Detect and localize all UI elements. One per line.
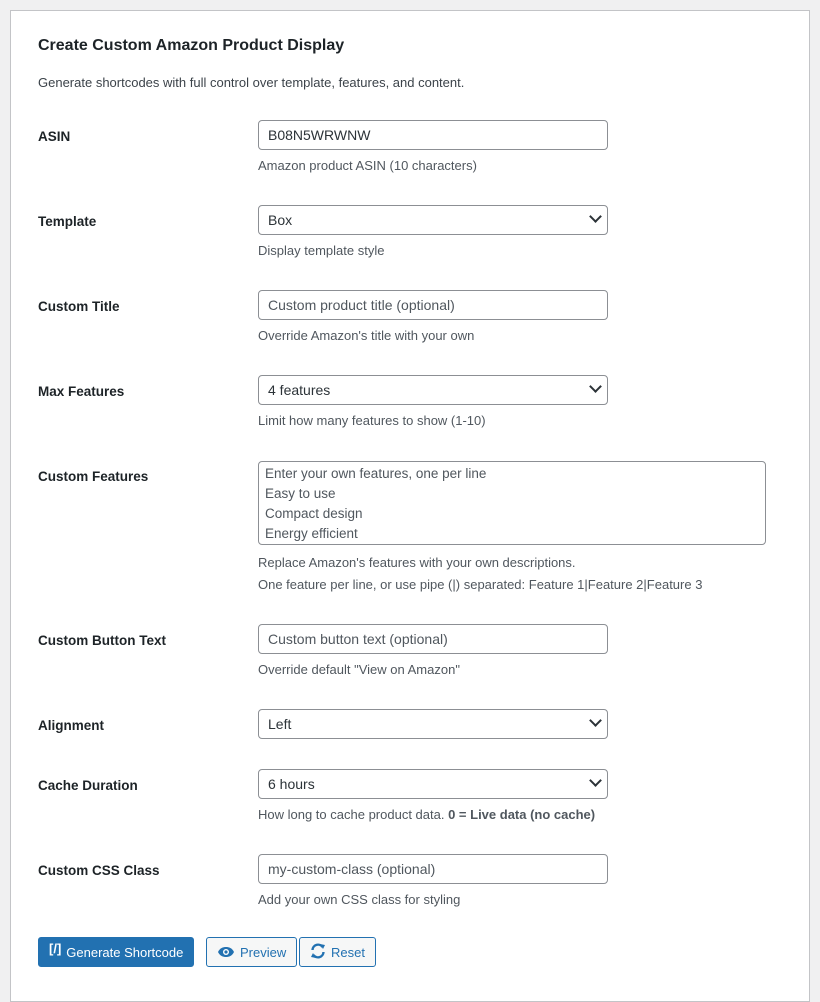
- textarea-line: Energy efficient: [265, 526, 358, 541]
- custom-css-class-label: Custom CSS Class: [38, 863, 160, 878]
- cache-duration-label: Cache Duration: [38, 778, 138, 793]
- asin-input[interactable]: [258, 120, 608, 150]
- preview-label: Preview: [240, 945, 287, 960]
- alignment-select[interactable]: [258, 709, 608, 739]
- custom-css-class-placeholder: my-custom-class (optional): [268, 861, 436, 877]
- custom-button-text-placeholder: Custom button text (optional): [268, 631, 448, 647]
- custom-css-class-input[interactable]: [258, 854, 608, 884]
- custom-title-label: Custom Title: [38, 299, 120, 314]
- cache-duration-select[interactable]: [258, 769, 608, 799]
- chevron-down-icon: [589, 774, 602, 787]
- template-value: Box: [268, 212, 293, 228]
- max-features-label: Max Features: [38, 384, 125, 399]
- custom-css-class-help: Add your own CSS class for styling: [258, 892, 461, 907]
- asin-value: B08N5WRWNW: [268, 127, 371, 143]
- textarea-line: Enter your own features, one per line: [265, 466, 487, 481]
- generate-shortcode-button[interactable]: [38, 937, 194, 967]
- textarea-line: Compact design: [265, 506, 363, 521]
- shortcode-icon: [/]: [49, 941, 62, 956]
- max-features-select[interactable]: [258, 375, 608, 405]
- custom-features-textarea[interactable]: [258, 461, 766, 545]
- alignment-value: Left: [268, 716, 292, 732]
- chevron-down-icon: [589, 380, 602, 393]
- custom-title-help: Override Amazon's title with your own: [258, 328, 475, 343]
- textarea-line: Easy to use: [265, 486, 336, 501]
- custom-features-label: Custom Features: [38, 469, 149, 484]
- cache-duration-help: [258, 807, 595, 822]
- alignment-label: Alignment: [38, 718, 104, 733]
- page-subtitle: Generate shortcodes with full control over template, features, and content.: [38, 75, 465, 90]
- template-help: Display template style: [258, 243, 385, 258]
- asin-label: ASIN: [38, 129, 71, 144]
- custom-button-text-input[interactable]: [258, 624, 608, 654]
- cache-duration-value: 6 hours: [268, 776, 315, 792]
- asin-help: Amazon product ASIN (10 characters): [258, 158, 477, 173]
- custom-button-text-label: Custom Button Text: [38, 633, 166, 648]
- chevron-down-icon: [589, 210, 602, 223]
- reset-button[interactable]: [299, 937, 376, 967]
- chevron-down-icon: [589, 714, 602, 727]
- custom-features-help-2: One feature per line, or use pipe (|) separated: Feature 1|Feature 2|Feature 3: [258, 577, 703, 592]
- custom-button-text-help: Override default "View on Amazon": [258, 662, 460, 677]
- template-select[interactable]: [258, 205, 608, 235]
- refresh-icon: [310, 943, 326, 959]
- reset-label: Reset: [331, 945, 365, 960]
- custom-title-input[interactable]: [258, 290, 608, 320]
- max-features-value: 4 features: [268, 382, 331, 398]
- cache-help-bold: 0 = Live data (no cache): [448, 807, 596, 822]
- generate-label: Generate Shortcode: [66, 945, 184, 960]
- custom-features-help: Replace Amazon's features with your own descriptions.: [258, 555, 576, 570]
- shortcode-generator-panel: [10, 10, 810, 1002]
- eye-icon: [217, 946, 235, 958]
- preview-button[interactable]: [206, 937, 297, 967]
- page-title: Create Custom Amazon Product Display: [38, 37, 345, 54]
- cache-help-text: How long to cache product data.: [258, 807, 445, 822]
- template-label: Template: [38, 214, 97, 229]
- max-features-help: Limit how many features to show (1-10): [258, 413, 486, 428]
- custom-title-placeholder: Custom product title (optional): [268, 297, 455, 313]
